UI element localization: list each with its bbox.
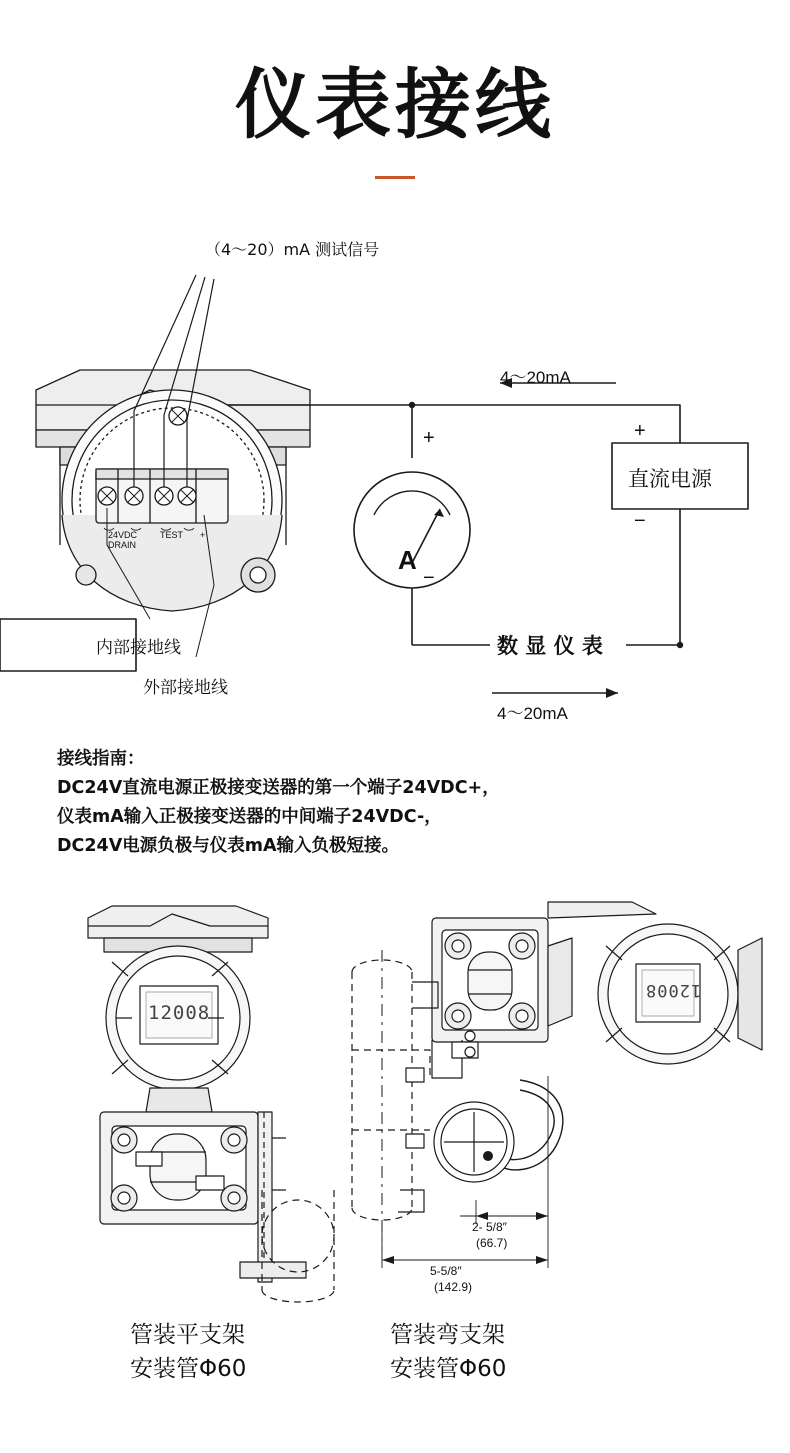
- mounting-bracket-diagrams: [0, 890, 790, 1350]
- wiring-guide-line-1: DC24V直流电源正极接变送器的第一个端子24VDC+，: [57, 778, 500, 798]
- left-bracket-caption-line1: 管装平支架: [130, 1322, 245, 1348]
- dim-small-mm: (66.7): [476, 1236, 508, 1250]
- power-minus-sign: −: [634, 510, 646, 532]
- digital-meter-box-label: 数 显 仪 表: [497, 634, 603, 658]
- left-bracket-caption: [130, 1318, 246, 1386]
- ammeter-plus-sign: +: [423, 427, 435, 449]
- bottom-current-label: 4～20mA: [497, 704, 568, 723]
- wiring-guide: [57, 745, 757, 861]
- top-current-label: 4～20mA: [500, 368, 571, 387]
- right-bracket-caption-line1: 管装弯支架: [390, 1322, 505, 1348]
- wiring-guide-heading: 接线指南：: [57, 749, 145, 769]
- dim-large-mm: (142.9): [434, 1280, 473, 1294]
- internal-ground-label: 内部接地线: [96, 638, 181, 658]
- wiring-guide-line-3: DC24V电源负极与仪表mA输入负极短接。: [57, 836, 400, 856]
- page-title: 仪表接线: [235, 60, 555, 149]
- dim-small-inch: 2- 5/8″: [472, 1220, 507, 1234]
- test-signal-label: （4～20）mA 测试信号: [205, 240, 380, 259]
- ammeter-minus-sign: −: [423, 567, 435, 589]
- power-supply-box-label: 直流电源: [628, 467, 712, 491]
- wiring-diagram: [0, 215, 790, 725]
- left-bracket-caption-line2: 安装管Φ60: [130, 1356, 247, 1382]
- external-ground-label: 外部接地线: [143, 678, 228, 698]
- title-underline-rule: [375, 176, 415, 179]
- power-plus-sign: +: [634, 420, 646, 442]
- wiring-guide-line-2: 仪表mA输入正极接变送器的中间端子24VDC-，: [57, 807, 442, 827]
- lcd-display-left: 12008: [148, 1002, 211, 1024]
- terminal-mark-test: TEST: [160, 530, 184, 540]
- lcd-display-right: 12008: [645, 980, 702, 1000]
- dim-large-inch: 5-5/8″: [430, 1264, 462, 1278]
- right-bracket-caption-line2: 安装管Φ60: [390, 1356, 507, 1382]
- terminal-mark-plus: +: [200, 530, 206, 540]
- terminal-mark-24vdc: 24VDC: [108, 530, 138, 540]
- ammeter-symbol: A: [398, 545, 417, 575]
- right-bracket-caption: [390, 1318, 506, 1386]
- terminal-mark-drain: DRAIN: [108, 540, 137, 550]
